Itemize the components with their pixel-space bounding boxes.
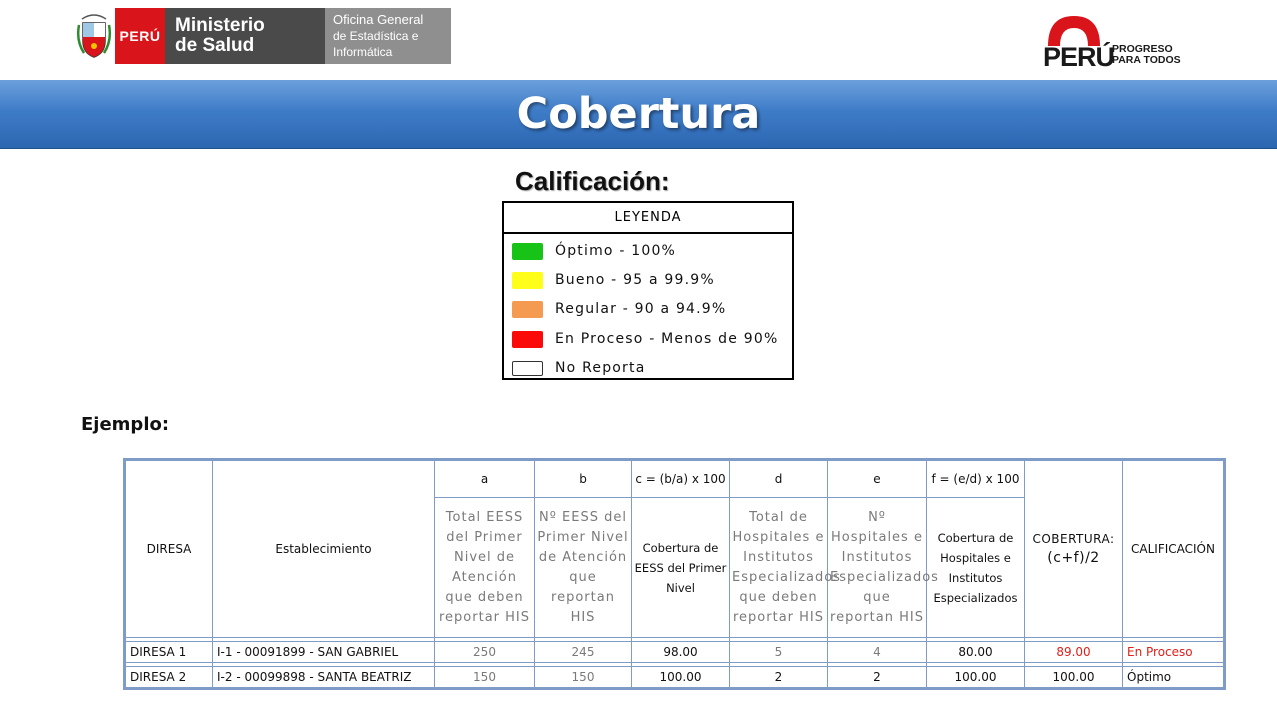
example-label: Ejemplo: <box>81 414 170 435</box>
desc-a: Total EESS del Primer Nivel de Atención que deben reportar HIS <box>435 498 535 638</box>
cell-diresa: DIRESA 1 <box>125 642 213 663</box>
table-row <box>125 642 1225 663</box>
office-line1: Oficina General <box>333 12 424 27</box>
ministry-line1: Ministerio <box>175 15 265 36</box>
cell-establecimiento: I-1 - 00091899 - SAN GABRIEL <box>213 642 435 663</box>
header-letter-a: a <box>435 460 535 498</box>
desc-e: Nº Hospitales e Institutos Especializados que reportan HIS <box>828 498 927 638</box>
cell-diresa: DIRESA 2 <box>125 667 213 689</box>
header-establecimiento: Establecimiento <box>213 460 435 638</box>
legend-item-no-reporta <box>512 359 645 377</box>
page-title: Cobertura <box>516 89 761 139</box>
minsa-logo <box>73 8 451 64</box>
legend-item-en-proceso <box>512 330 778 348</box>
peru-label: PERÚ <box>115 8 165 64</box>
desc-d: Total de Hospitales e Institutos Especializados que deben reportar HIS <box>730 498 828 638</box>
header-letter-e: e <box>828 460 927 498</box>
coat-of-arms-icon <box>73 8 115 64</box>
legend-label: Óptimo - 100% <box>555 243 677 259</box>
legend-item-optimo <box>512 242 676 260</box>
header-letter-c: c = (b/a) x 100 <box>632 460 730 498</box>
table-row <box>125 667 1225 689</box>
cell-a: 250 <box>435 642 535 663</box>
ministry-name <box>165 8 325 64</box>
title-banner <box>0 80 1277 149</box>
cell-d: 2 <box>730 667 828 689</box>
desc-f: Cobertura de Hospitales e Institutos Especializados <box>927 498 1025 638</box>
header-calificacion: CALIFICACIÓN <box>1123 460 1225 638</box>
cell-calificacion: Óptimo <box>1123 667 1225 689</box>
cell-f: 80.00 <box>927 642 1025 663</box>
header-letter-b: b <box>535 460 632 498</box>
cell-a: 150 <box>435 667 535 689</box>
cell-cobertura: 89.00 <box>1025 642 1123 663</box>
legend-item-regular <box>512 300 726 318</box>
office-name <box>325 8 451 64</box>
cobertura-formula: (c+f)/2 <box>1047 550 1100 566</box>
legend-label: En Proceso - Menos de 90% <box>555 331 779 347</box>
example-table <box>123 458 1226 690</box>
section-subtitle: Calificación: <box>515 166 670 196</box>
cell-calificacion: En Proceso <box>1123 642 1225 663</box>
header-cobertura <box>1025 460 1123 638</box>
swatch-optimo <box>512 243 543 260</box>
cell-cobertura: 100.00 <box>1025 667 1123 689</box>
desc-c: Cobertura de EESS del Primer Nivel <box>632 498 730 638</box>
cobertura-label: COBERTURA: <box>1032 532 1115 546</box>
cell-e: 4 <box>828 642 927 663</box>
swatch-en-proceso <box>512 331 543 348</box>
cell-establecimiento: I-2 - 00099898 - SANTA BEATRIZ <box>213 667 435 689</box>
legend-header: LEYENDA <box>504 203 792 234</box>
peru-progreso-logo <box>1040 12 1185 72</box>
progreso-line1: PROGRESO <box>1112 43 1173 55</box>
progreso-peru: PERÚ <box>1043 42 1115 72</box>
legend-label: Bueno - 95 a 99.9% <box>555 272 715 288</box>
cell-d: 5 <box>730 642 828 663</box>
cell-f: 100.00 <box>927 667 1025 689</box>
header-letter-f: f = (e/d) x 100 <box>927 460 1025 498</box>
swatch-regular <box>512 301 543 318</box>
swatch-no-reporta <box>512 361 543 376</box>
progreso-tagline <box>1112 44 1181 66</box>
cell-c: 100.00 <box>632 667 730 689</box>
cell-b: 245 <box>535 642 632 663</box>
legend-box <box>502 201 794 380</box>
progreso-line2: PARA TODOS <box>1112 54 1181 66</box>
cell-b: 150 <box>535 667 632 689</box>
legend-label: Regular - 90 a 94.9% <box>555 301 727 317</box>
swatch-bueno <box>512 272 543 289</box>
legend-item-bueno <box>512 271 715 289</box>
cell-c: 98.00 <box>632 642 730 663</box>
header-diresa: DIRESA <box>125 460 213 638</box>
office-line2: de Estadística e Informática <box>333 29 419 59</box>
header-letter-d: d <box>730 460 828 498</box>
cell-e: 2 <box>828 667 927 689</box>
desc-b: Nº EESS del Primer Nivel de Atención que reportan HIS <box>535 498 632 638</box>
ministry-line2: de Salud <box>175 35 255 56</box>
legend-label: No Reporta <box>555 360 646 376</box>
